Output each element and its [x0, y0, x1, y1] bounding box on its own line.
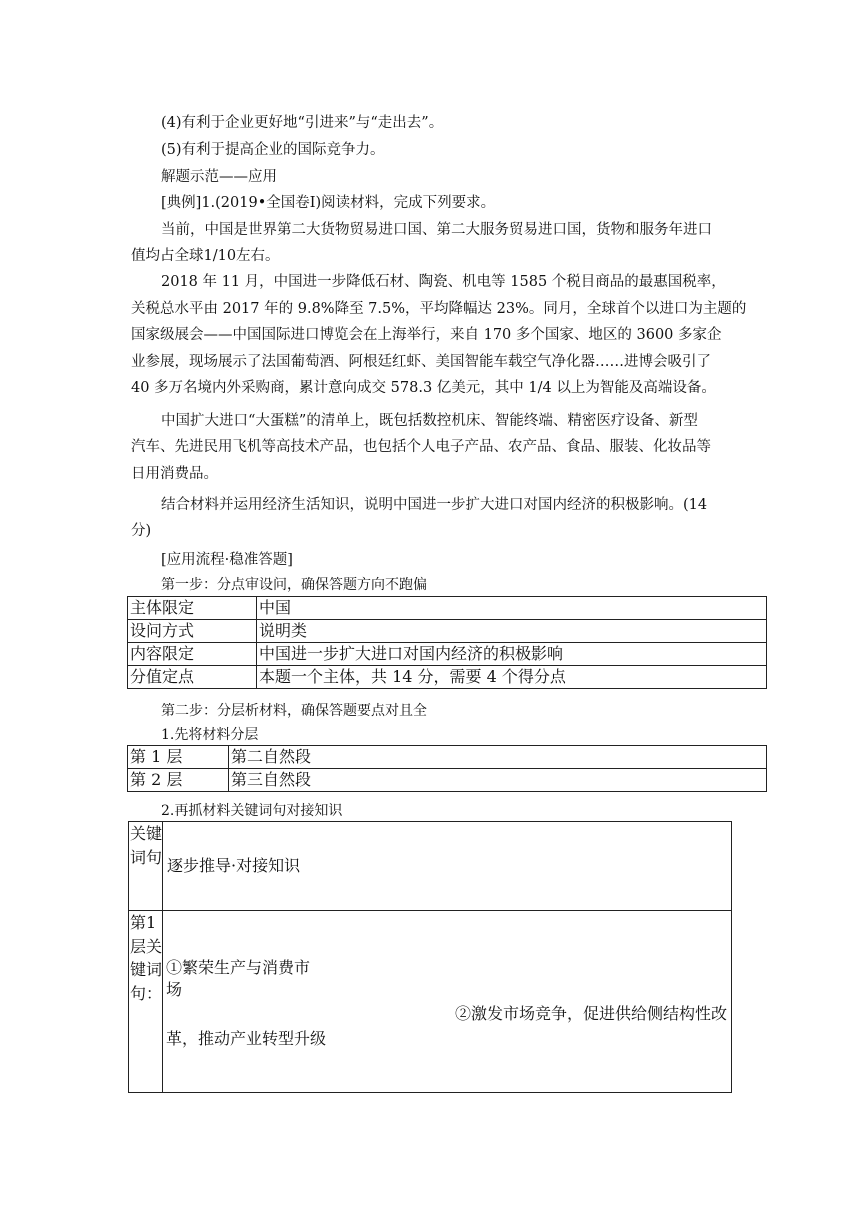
table-cell-key: 分值定点 — [128, 666, 257, 689]
table-row — [128, 746, 767, 769]
example-heading: [典例]1.(2019•全国卷Ⅰ)阅读材料，完成下列要求。 — [161, 195, 496, 211]
substep-heading: 1.先将材料分层 — [161, 727, 259, 743]
table-cell-key: 设问方式 — [128, 620, 257, 643]
paragraph-line: 国家级展会——中国国际进口博览会在上海举行，来自 170 多个国家、地区的 3600 多家企 — [131, 327, 722, 343]
subsection-heading: [应用流程·稳准答题] — [161, 552, 293, 568]
table-row — [128, 620, 767, 643]
table-cell-value: 本题一个主体，共 14 分，需要 4 个得分点 — [257, 666, 767, 689]
analysis-point-2-line-2: 革，推动产业转型升级 — [166, 1029, 327, 1048]
table-cell-value: 第三自然段 — [229, 769, 767, 792]
table-cell-header-right: 逐步推导·对接知识 — [163, 822, 732, 911]
material-layer-table — [127, 745, 767, 792]
table-row — [129, 822, 732, 911]
table-cell-value: 第二自然段 — [229, 746, 767, 769]
table-cell-row-label: 第1层关键词句： — [129, 911, 163, 1093]
paragraph-line: 40 多万名境内外采购商，累计意向成交 578.3 亿美元，其中 1/4 以上为智能及高端设备。 — [131, 380, 716, 396]
table-cell-key: 内容限定 — [128, 643, 257, 666]
analysis-point-2-line-1: ②激发市场竞争，促进供给侧结构性改 — [454, 1004, 727, 1023]
paragraph-line: 中国扩大进口“大蛋糕”的清单上，既包括数控机床、智能终端、精密医疗设备、新型 — [161, 413, 698, 429]
table-cell-value: 中国进一步扩大进口对国内经济的积极影响 — [257, 643, 767, 666]
analysis-point-1 — [166, 957, 310, 1001]
paragraph-line: 当前，中国是世界第二大货物贸易进口国、第二大服务贸易进口国，货物和服务年进口 — [161, 222, 712, 238]
analysis-text: ①繁荣生产与消费市 — [166, 958, 311, 977]
substep-heading: 2.再抓材料关键词句对接知识 — [161, 803, 343, 819]
paragraph-line: 日用消费品。 — [131, 466, 218, 482]
question-analysis-table — [127, 596, 767, 689]
table-cell-key: 第 1 层 — [128, 746, 229, 769]
step-heading: 第一步：分点审设问，确保答题方向不跑偏 — [161, 577, 427, 593]
paragraph-line: 业参展，现场展示了法国葡萄酒、阿根廷红虾、美国智能车载空气净化器……进博会吸引了 — [131, 354, 711, 370]
step-heading: 第二步：分层析材料，确保答题要点对且全 — [161, 703, 427, 719]
paragraph-line: 2018 年 11 月，中国进一步降低石材、陶瓷、机电等 1585 个税目商品的最惠国税率， — [161, 274, 726, 290]
table-cell-header-left: 关键词句 — [129, 822, 163, 911]
section-heading: 解题示范——应用 — [161, 169, 277, 185]
text-line: (5)有利于提高企业的国际竞争力。 — [161, 142, 385, 158]
table-cell-key: 第 2 层 — [128, 769, 229, 792]
table-row — [128, 643, 767, 666]
text-line: (4)有利于企业更好地“引进来”与“走出去”。 — [161, 115, 444, 131]
table-cell-key: 主体限定 — [128, 597, 257, 620]
table-row — [128, 597, 767, 620]
table-row — [129, 911, 732, 1093]
question-line: 分) — [131, 523, 152, 539]
question-line: 结合材料并运用经济生活知识，说明中国进一步扩大进口对国内经济的积极影响。(14 — [161, 497, 708, 513]
table-row — [128, 666, 767, 689]
paragraph-line: 汽车、先进民用飞机等高技术产品，也包括个人电子产品、农产品、食品、服装、化妆品等 — [131, 439, 711, 455]
table-row — [128, 769, 767, 792]
keyword-analysis-table — [128, 821, 732, 1093]
paragraph-line: 值均占全球1/10左右。 — [131, 248, 280, 264]
table-cell-analysis — [163, 911, 732, 1093]
table-cell-value: 说明类 — [257, 620, 767, 643]
paragraph-line: 关税总水平由 2017 年的 9.8%降至 7.5%，平均降幅达 23%。同月，全球首个以进口为主题的 — [131, 301, 747, 317]
table-cell-value: 中国 — [257, 597, 767, 620]
analysis-text: 场 — [166, 980, 183, 999]
